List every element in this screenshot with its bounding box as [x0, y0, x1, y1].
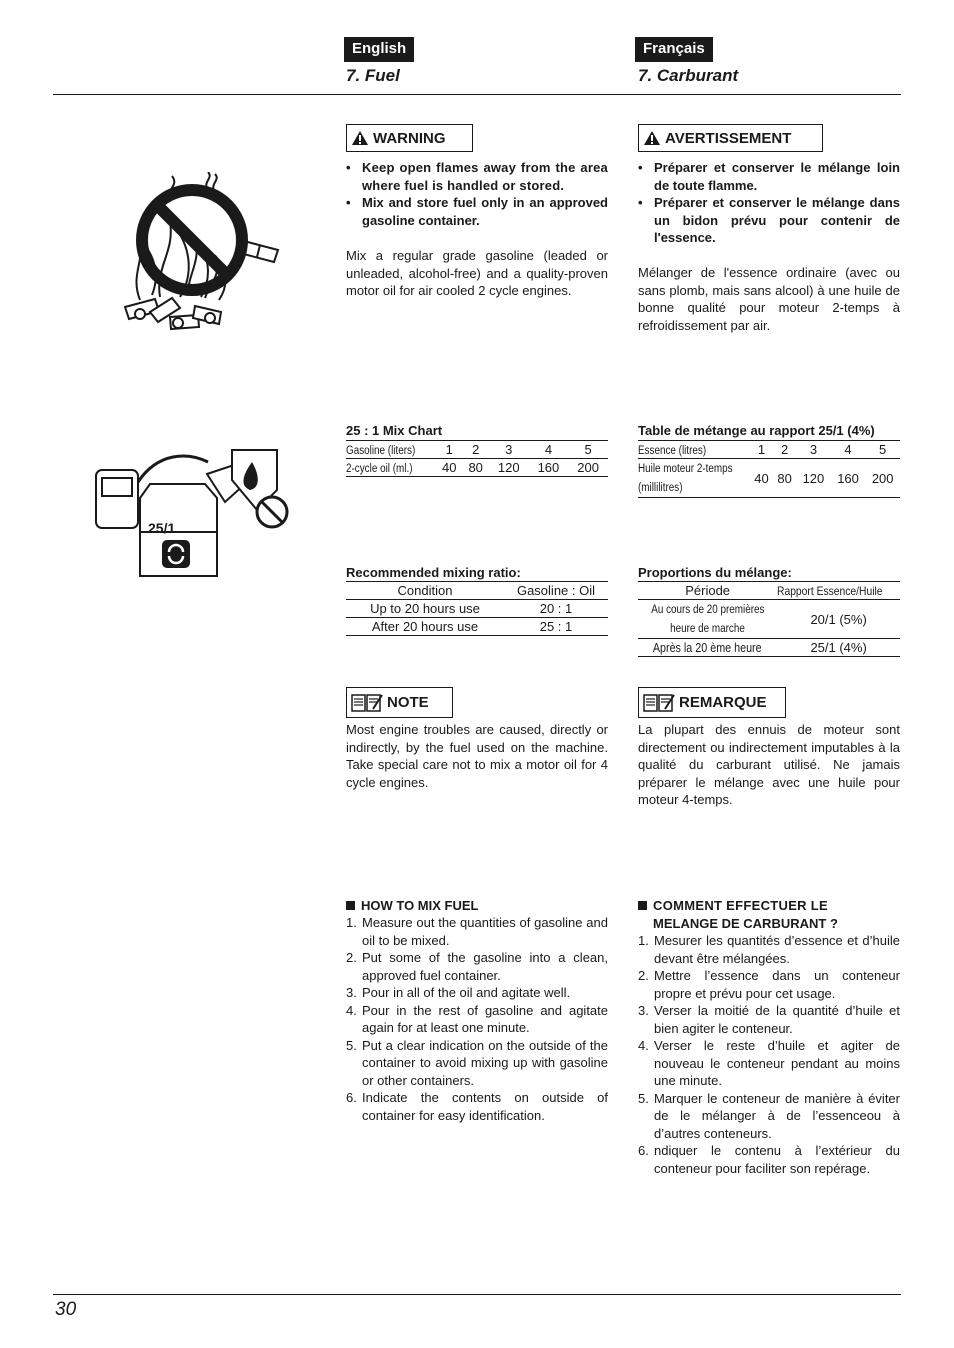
- english-mix-paragraph: Mix a regular grade gasoline (leaded or unleaded, alcohol-free) and a quality-proven motor oil for air cooled 2 cycle engines.: [346, 248, 608, 298]
- list-item: 5. Marquer le conteneur de manière à éviter de le mélanger à de l’essenceou à d’autres conteneurs.: [638, 1090, 900, 1141]
- french-mix-paragraph: Mélanger de l'essence ordinaire (avec ou sans plomb, mais sans alcool) à une huile de bonne qualité pour moteur 2-temps à refroidissement par air.: [638, 265, 900, 333]
- list-item: 4. Verser le reste d’huile et agiter de nouveau le conteneur pendant au moins une minute.: [638, 1038, 900, 1088]
- howto-title-line1: COMMENT EFFECTUER LE: [653, 898, 828, 913]
- fuel-mixing-can-icon: [92, 440, 292, 580]
- english-mix-chart-title: 25 : 1 Mix Chart: [346, 423, 443, 438]
- english-warning-list: [346, 159, 608, 229]
- table-header: Gasoline : Oil: [504, 582, 608, 600]
- table-cell: 1: [750, 441, 773, 459]
- french-ratio-title: Proportions du mélange:: [638, 565, 792, 580]
- page-number: 30: [55, 1299, 77, 1320]
- english-warning-header: [346, 124, 473, 152]
- table-cell: 200: [865, 459, 900, 498]
- list-item: 5. Put a clear indication on the outside of the container to avoid mixing up with gasoline or other containers.: [346, 1037, 608, 1088]
- list-item: • Préparer et conserver le mélange loin de toute flamme.: [638, 159, 900, 194]
- english-note-paragraph: Most engine troubles are caused, directly or indirectly, by the fuel used on the machine. Take special care not to mix a motor oil for 4 cycle engines.: [346, 722, 608, 790]
- list-item: 6. ndiquer le contenu à l’extérieur du conteneur pour faciliter son repérage.: [638, 1143, 900, 1176]
- table-cell: Gasoline (liters): [346, 445, 416, 457]
- can-ratio-label: 25/1: [148, 520, 176, 536]
- english-section-title: 7. Fuel: [346, 66, 400, 85]
- list-item: 1. Mesurer les quantités d’essence et d’huile devant être mélangées.: [638, 933, 900, 966]
- english-ratio-title: Recommended mixing ratio:: [346, 565, 521, 580]
- table-cell: 5: [568, 441, 608, 459]
- howto-title-line2: MELANGE DE CARBURANT ?: [653, 915, 838, 931]
- list-item: 2. Put some of the gasoline into a clean, approved fuel container.: [346, 950, 608, 983]
- list-item: 4. Pour in the rest of gasoline and agitate again for at least one minute.: [346, 1002, 608, 1035]
- table-cell: heure de marche: [670, 623, 746, 635]
- table-cell: 120: [796, 459, 831, 498]
- table-row: [638, 639, 900, 657]
- list-item: 1. Measure out the quantities of gasoline and oil to be mixed.: [346, 915, 608, 948]
- no-open-flame-icon: [110, 172, 290, 332]
- table-header: Condition: [346, 582, 504, 600]
- footer-rule: [53, 1294, 901, 1295]
- note-label: REMARQUE: [679, 694, 767, 711]
- table-cell: Après la 20 ème heure: [653, 641, 763, 655]
- table-cell: 3: [796, 441, 831, 459]
- table-cell: 4: [831, 441, 866, 459]
- warning-label: WARNING: [373, 129, 446, 147]
- table-cell: (millilitres): [638, 482, 683, 494]
- french-warning-header: [638, 124, 823, 152]
- table-row: [638, 600, 900, 639]
- table-cell: Huile moteur 2-temps: [638, 463, 733, 475]
- table-row: [346, 618, 608, 636]
- list-item: 6. Indicate the contents on outside of container for easy identification.: [346, 1090, 608, 1123]
- list-item: 3. Pour in all of the oil and agitate well.: [346, 985, 571, 1000]
- table-cell: 1: [436, 441, 462, 459]
- list-item: • Keep open flames away from the area where fuel is handled or stored.: [346, 159, 608, 194]
- english-note-header: [346, 687, 453, 718]
- table-cell: 120: [489, 459, 529, 477]
- french-note-paragraph: La plupart des ennuis de moteur sont directement ou indirectement imputables à la qualité du carburant utilisé. Ne jamais préparer le mélange avec une huile pour moteur 4-temps.: [638, 722, 900, 807]
- table-cell: Essence (litres): [638, 445, 707, 457]
- table-cell: 40: [750, 459, 773, 498]
- english-mix-chart-table: [346, 440, 608, 477]
- french-language-badge: Français: [635, 37, 713, 62]
- french-warning-list: [638, 159, 900, 247]
- list-item: • Préparer et conserver le mélange dans un bidon prévu pour contenir de l'essence.: [638, 194, 900, 247]
- howto-title: HOW TO MIX FUEL: [361, 898, 479, 913]
- list-item: 3. Verser la moitié de la quantité d’huile et bien agiter le conteneur.: [638, 1003, 900, 1036]
- warning-triangle-icon: [351, 130, 369, 146]
- table-cell: 2: [773, 441, 796, 459]
- table-cell: 160: [831, 459, 866, 498]
- square-bullet-icon: [346, 901, 355, 910]
- french-section-title: 7. Carburant: [638, 66, 739, 85]
- list-item: 2. Mettre l’essence dans un conteneur propre et prévu pour cet usage.: [638, 968, 900, 1001]
- table-cell: 3: [489, 441, 529, 459]
- table-cell: 200: [568, 459, 608, 477]
- table-cell: 4: [529, 441, 569, 459]
- table-header: Rapport Essence/Huile: [777, 584, 883, 598]
- table-cell: 25 : 1: [504, 618, 608, 636]
- table-cell: 5: [865, 441, 900, 459]
- square-bullet-icon: [638, 901, 647, 910]
- english-steps-list: [346, 914, 608, 1124]
- table-cell: 20 : 1: [504, 600, 608, 618]
- table-cell: 2-cycle oil (ml.): [346, 463, 413, 475]
- english-howto-heading: [346, 897, 478, 914]
- table-cell: 160: [529, 459, 569, 477]
- note-book-icon: [351, 693, 383, 713]
- table-cell: 2: [462, 441, 488, 459]
- french-howto-heading: [638, 897, 900, 932]
- table-header: Période: [638, 582, 777, 600]
- warning-label: AVERTISSEMENT: [665, 129, 792, 147]
- english-language-badge: English: [344, 37, 414, 62]
- table-cell: 40: [436, 459, 462, 477]
- french-ratio-table: [638, 581, 900, 657]
- table-cell: Au cours de 20 premières: [650, 604, 765, 616]
- table-cell: 20/1 (5%): [777, 600, 900, 639]
- french-steps-list: [638, 932, 900, 1177]
- warning-triangle-icon: [643, 130, 661, 146]
- note-label: NOTE: [387, 694, 429, 711]
- table-cell: Up to 20 hours use: [346, 600, 504, 618]
- french-mix-chart-title: Table de métange au rapport 25/1 (4%): [638, 423, 875, 438]
- table-cell: 80: [773, 459, 796, 498]
- table-row: [346, 600, 608, 618]
- table-cell: 80: [462, 459, 488, 477]
- french-note-header: [638, 687, 786, 718]
- english-ratio-table: [346, 581, 608, 636]
- list-item: • Mix and store fuel only in an approved gasoline container.: [346, 194, 608, 229]
- french-mix-chart-table: [638, 440, 900, 498]
- table-cell: 25/1 (4%): [777, 639, 900, 657]
- header-rule: [53, 94, 901, 95]
- note-book-icon: [643, 693, 675, 713]
- table-cell: After 20 hours use: [346, 618, 504, 636]
